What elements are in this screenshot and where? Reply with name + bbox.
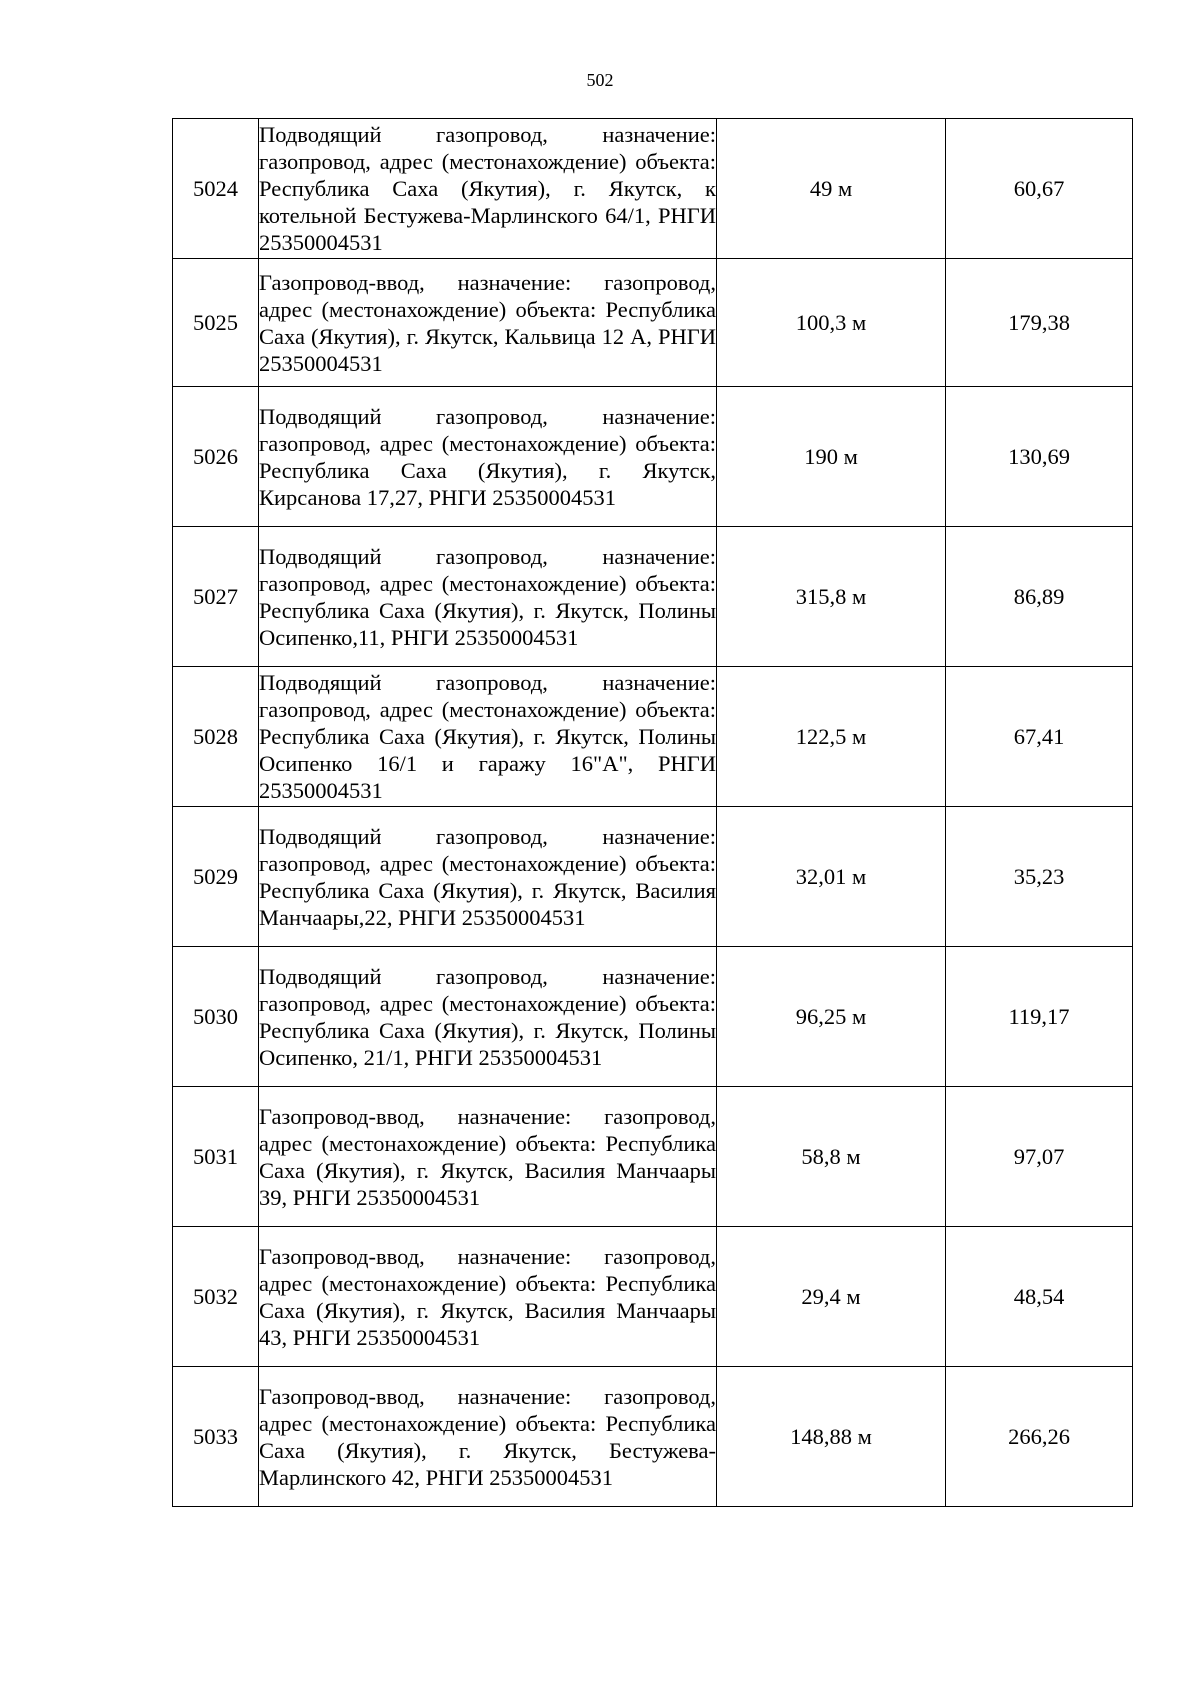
object-length: 190 м [717, 387, 946, 527]
table-row [173, 667, 1133, 807]
table-row [173, 527, 1133, 667]
row-number: 5028 [173, 667, 259, 807]
row-number: 5024 [173, 119, 259, 259]
table-row [173, 1087, 1133, 1227]
object-value: 130,69 [946, 387, 1133, 527]
table-row [173, 1367, 1133, 1507]
row-number: 5026 [173, 387, 259, 527]
object-value: 86,89 [946, 527, 1133, 667]
page-number: 502 [586, 70, 614, 90]
object-length: 315,8 м [717, 527, 946, 667]
row-number: 5030 [173, 947, 259, 1087]
object-length: 100,3 м [717, 259, 946, 387]
object-description: Подводящий газопровод, назначение: газопровод, адрес (местонахождение) объекта: Республика Саха (Якутия), г. Якутск, Василия Манчаары,22, РНГИ 25350004531 [259, 807, 717, 947]
object-value: 35,23 [946, 807, 1133, 947]
table-row [173, 807, 1133, 947]
object-value: 60,67 [946, 119, 1133, 259]
object-description: Подводящий газопровод, назначение: газопровод, адрес (местонахождение) объекта: Республика Саха (Якутия), г. Якутск, Кирсанова 17,27, РНГИ 25350004531 [259, 387, 717, 527]
object-description: Газопровод-ввод, назначение: газопровод, адрес (местонахождение) объекта: Республика Саха (Якутия), г. Якутск, Кальвица 12 А, РНГИ 25350004531 [259, 259, 717, 387]
object-description: Газопровод-ввод, назначение: газопровод, адрес (местонахождение) объекта: Республика Саха (Якутия), г. Якутск, Василия Манчаары 43, РНГИ 25350004531 [259, 1227, 717, 1367]
registry-table [172, 118, 1133, 1507]
table-row [173, 1227, 1133, 1367]
object-length: 29,4 м [717, 1227, 946, 1367]
object-value: 266,26 [946, 1367, 1133, 1507]
object-value: 179,38 [946, 259, 1133, 387]
object-value: 119,17 [946, 947, 1133, 1087]
row-number: 5029 [173, 807, 259, 947]
object-length: 49 м [717, 119, 946, 259]
object-description: Газопровод-ввод, назначение: газопровод, адрес (местонахождение) объекта: Республика Саха (Якутия), г. Якутск, Бестужева-Марлинского 42, РНГИ 25350004531 [259, 1367, 717, 1507]
table-row [173, 119, 1133, 259]
object-length: 96,25 м [717, 947, 946, 1087]
object-description: Подводящий газопровод, назначение: газопровод, адрес (местонахождение) объекта: Республика Саха (Якутия), г. Якутск, к котельной Бестужева-Марлинского 64/1, РНГИ 25350004531 [259, 119, 717, 259]
object-description: Подводящий газопровод, назначение: газопровод, адрес (местонахождение) объекта: Республика Саха (Якутия), г. Якутск, Полины Осипенко,11, РНГИ 25350004531 [259, 527, 717, 667]
row-number: 5025 [173, 259, 259, 387]
object-length: 32,01 м [717, 807, 946, 947]
object-value: 48,54 [946, 1227, 1133, 1367]
row-number: 5032 [173, 1227, 259, 1367]
object-length: 58,8 м [717, 1087, 946, 1227]
row-number: 5031 [173, 1087, 259, 1227]
object-length: 148,88 м [717, 1367, 946, 1507]
object-description: Газопровод-ввод, назначение: газопровод, адрес (местонахождение) объекта: Республика Саха (Якутия), г. Якутск, Василия Манчаары 39, РНГИ 25350004531 [259, 1087, 717, 1227]
object-description: Подводящий газопровод, назначение: газопровод, адрес (местонахождение) объекта: Республика Саха (Якутия), г. Якутск, Полины Осипенко 16/1 и гаражу 16"А", РНГИ 25350004531 [259, 667, 717, 807]
object-length: 122,5 м [717, 667, 946, 807]
object-value: 97,07 [946, 1087, 1133, 1227]
table-row [173, 259, 1133, 387]
object-value: 67,41 [946, 667, 1133, 807]
row-number: 5033 [173, 1367, 259, 1507]
table-row [173, 947, 1133, 1087]
object-description: Подводящий газопровод, назначение: газопровод, адрес (местонахождение) объекта: Республика Саха (Якутия), г. Якутск, Полины Осипенко, 21/1, РНГИ 25350004531 [259, 947, 717, 1087]
table-row [173, 387, 1133, 527]
row-number: 5027 [173, 527, 259, 667]
